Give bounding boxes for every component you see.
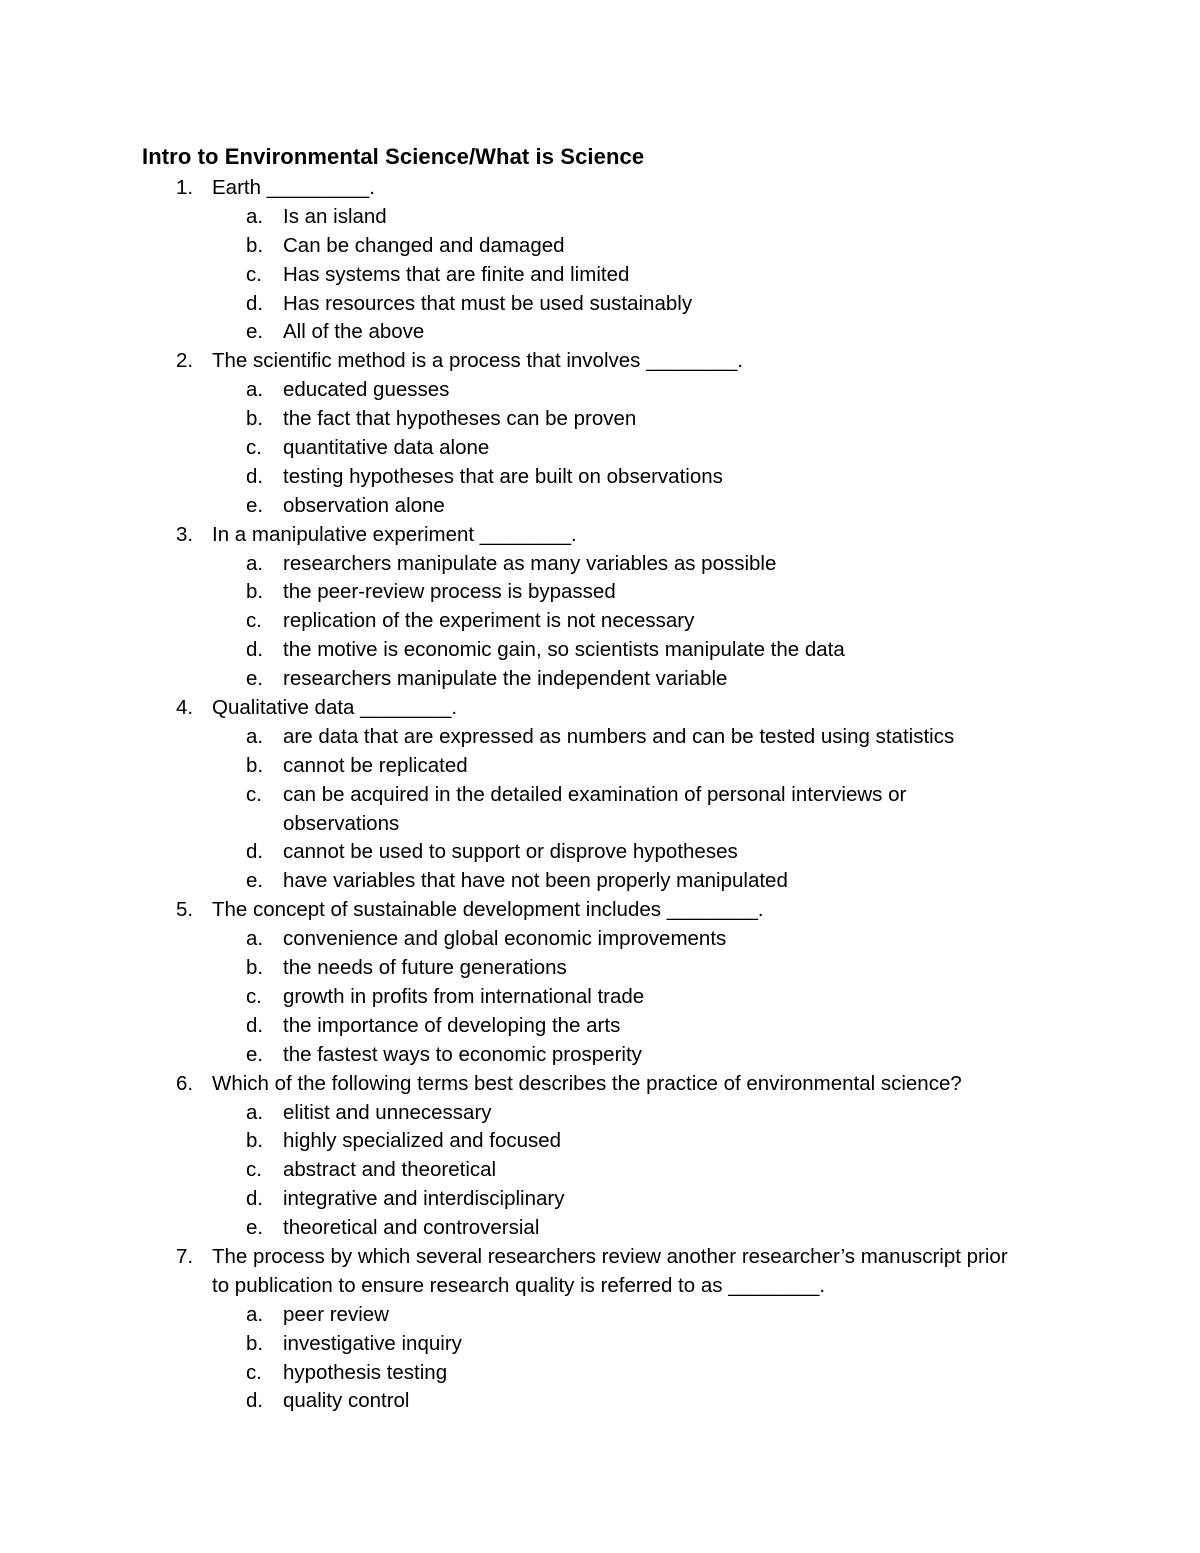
- option-text: investigative inquiry: [283, 1331, 462, 1355]
- question-text: The process by which several researchers review another researcher’s manuscript prior: [212, 1244, 1008, 1268]
- option-letter: e.: [246, 1042, 264, 1066]
- option-text: Has systems that are finite and limited: [283, 262, 630, 286]
- answer-option: [0, 1012, 1200, 1041]
- option-letter: c.: [246, 984, 262, 1008]
- question-line: [0, 1272, 1200, 1301]
- option-letter: d.: [246, 1389, 264, 1413]
- answer-option: [0, 810, 1200, 839]
- question-line: [0, 1070, 1200, 1099]
- option-letter: e.: [246, 667, 264, 691]
- option-letter: d.: [246, 1013, 264, 1037]
- answer-option: [0, 983, 1200, 1012]
- option-letter: d.: [246, 291, 264, 315]
- option-letter: c.: [246, 782, 262, 806]
- answer-option: [0, 1359, 1200, 1388]
- option-letter: c.: [246, 1360, 262, 1384]
- answer-option: [0, 376, 1200, 405]
- option-text: peer review: [283, 1302, 389, 1326]
- option-text: can be acquired in the detailed examination of personal interviews or: [283, 782, 907, 806]
- answer-option: [0, 1099, 1200, 1128]
- option-letter: d.: [246, 464, 264, 488]
- option-letter: b.: [246, 580, 264, 604]
- answer-option: [0, 290, 1200, 319]
- answer-option: [0, 636, 1200, 665]
- question-line: [0, 1243, 1200, 1272]
- option-letter: c.: [246, 609, 262, 633]
- question-item: [0, 694, 1200, 896]
- option-letter: d.: [246, 638, 264, 662]
- option-text: the fact that hypotheses can be proven: [283, 407, 637, 431]
- question-item: [0, 1243, 1200, 1416]
- option-letter: a.: [246, 927, 264, 951]
- option-letter: a.: [246, 1302, 264, 1326]
- answer-option: [0, 492, 1200, 521]
- question-text: to publication to ensure research quality is referred to as ________.: [212, 1273, 826, 1297]
- option-text: the motive is economic gain, so scientists manipulate the data: [283, 638, 845, 662]
- option-letter: d.: [246, 840, 264, 864]
- question-text: Earth _________.: [212, 176, 375, 199]
- answer-option: [0, 1301, 1200, 1330]
- option-letter: c.: [246, 262, 262, 286]
- option-letter: b.: [246, 1129, 264, 1153]
- option-text: the importance of developing the arts: [283, 1013, 621, 1037]
- option-text: replication of the experiment is not necessary: [283, 609, 695, 633]
- option-letter: b.: [246, 233, 264, 257]
- option-text: are data that are expressed as numbers and can be tested using statistics: [283, 724, 955, 748]
- answer-option: [0, 434, 1200, 463]
- answer-option: [0, 578, 1200, 607]
- answer-option: [0, 1185, 1200, 1214]
- option-text: abstract and theoretical: [283, 1158, 497, 1182]
- answer-option: [0, 1156, 1200, 1185]
- question-line: [0, 174, 1200, 203]
- option-text: highly specialized and focused: [283, 1129, 562, 1153]
- option-text: the needs of future generations: [283, 956, 567, 980]
- answer-option: [0, 1330, 1200, 1359]
- option-text: cannot be used to support or disprove hypotheses: [283, 840, 738, 864]
- option-text: All of the above: [283, 320, 425, 344]
- answer-option: [0, 550, 1200, 579]
- option-letter: b.: [246, 1331, 264, 1355]
- option-text: educated guesses: [283, 378, 450, 402]
- option-text: observations: [283, 811, 400, 835]
- question-number: 1.: [176, 176, 194, 199]
- question-line: [0, 896, 1200, 925]
- answer-option: [0, 723, 1200, 752]
- answer-option: [0, 1041, 1200, 1070]
- option-text: integrative and interdisciplinary: [283, 1187, 565, 1211]
- answer-option: [0, 405, 1200, 434]
- option-text: quantitative data alone: [283, 436, 490, 460]
- question-line: [0, 694, 1200, 723]
- option-letter: e.: [246, 1216, 264, 1240]
- question-text: Which of the following terms best describes the practice of environmental science?: [212, 1071, 962, 1095]
- answer-option: [0, 925, 1200, 954]
- answer-option: [0, 867, 1200, 896]
- answer-option: [0, 232, 1200, 261]
- answer-option: [0, 463, 1200, 492]
- option-letter: a.: [246, 378, 264, 402]
- option-text: growth in profits from international trade: [283, 984, 645, 1008]
- answer-option: [0, 203, 1200, 232]
- question-line: [0, 521, 1200, 550]
- option-letter: e.: [246, 869, 264, 893]
- question-item: [0, 174, 1200, 347]
- option-text: Has resources that must be used sustainably: [283, 291, 693, 315]
- option-text: the peer-review process is bypassed: [283, 580, 616, 604]
- option-text: cannot be replicated: [283, 753, 468, 777]
- answer-option: [0, 607, 1200, 636]
- option-text: the fastest ways to economic prosperity: [283, 1042, 642, 1066]
- question-item: [0, 1070, 1200, 1243]
- option-letter: b.: [246, 407, 264, 431]
- option-letter: b.: [246, 753, 264, 777]
- option-letter: a.: [246, 724, 264, 748]
- question-text: The scientific method is a process that involves ________.: [212, 349, 744, 373]
- option-text: researchers manipulate as many variables as possible: [283, 551, 777, 575]
- question-number: 2.: [176, 349, 194, 373]
- question-item: [0, 521, 1200, 694]
- question-number: 4.: [176, 696, 194, 720]
- option-letter: b.: [246, 956, 264, 980]
- option-text: convenience and global economic improvements: [283, 927, 727, 951]
- option-letter: a.: [246, 204, 264, 228]
- answer-option: [0, 781, 1200, 810]
- question-line: [0, 347, 1200, 376]
- answer-option: [0, 1214, 1200, 1243]
- option-text: elitist and unnecessary: [283, 1100, 492, 1124]
- option-text: Can be changed and damaged: [283, 233, 565, 257]
- option-text: hypothesis testing: [283, 1360, 448, 1384]
- option-text: researchers manipulate the independent variable: [283, 667, 728, 691]
- option-text: testing hypotheses that are built on observations: [283, 464, 723, 488]
- question-list: [0, 174, 1200, 1416]
- option-text: have variables that have not been properly manipulated: [283, 869, 788, 893]
- question-item: [0, 347, 1200, 520]
- question-number: 7.: [176, 1244, 194, 1268]
- answer-option: [0, 1127, 1200, 1156]
- question-item: [0, 896, 1200, 1069]
- option-letter: a.: [246, 1100, 264, 1124]
- answer-option: [0, 261, 1200, 290]
- question-text: In a manipulative experiment ________.: [212, 522, 577, 546]
- option-text: observation alone: [283, 493, 445, 517]
- question-number: 6.: [176, 1071, 194, 1095]
- option-letter: c.: [246, 1158, 262, 1182]
- option-text: theoretical and controversial: [283, 1216, 540, 1240]
- option-text: quality control: [283, 1389, 410, 1413]
- answer-option: [0, 954, 1200, 983]
- answer-option: [0, 1387, 1200, 1416]
- answer-option: [0, 318, 1200, 347]
- answer-option: [0, 752, 1200, 781]
- option-text: Is an island: [283, 204, 387, 228]
- option-letter: d.: [246, 1187, 264, 1211]
- answer-option: [0, 665, 1200, 694]
- option-letter: e.: [246, 320, 264, 344]
- question-number: 5.: [176, 898, 194, 922]
- option-letter: c.: [246, 436, 262, 460]
- answer-option: [0, 838, 1200, 867]
- option-letter: a.: [246, 551, 264, 575]
- option-letter: e.: [246, 493, 264, 517]
- document-title: Intro to Environmental Science/What is Science: [142, 144, 645, 169]
- question-text: Qualitative data ________.: [212, 696, 458, 720]
- question-number: 3.: [176, 522, 194, 546]
- question-text: The concept of sustainable development includes ________.: [212, 898, 764, 922]
